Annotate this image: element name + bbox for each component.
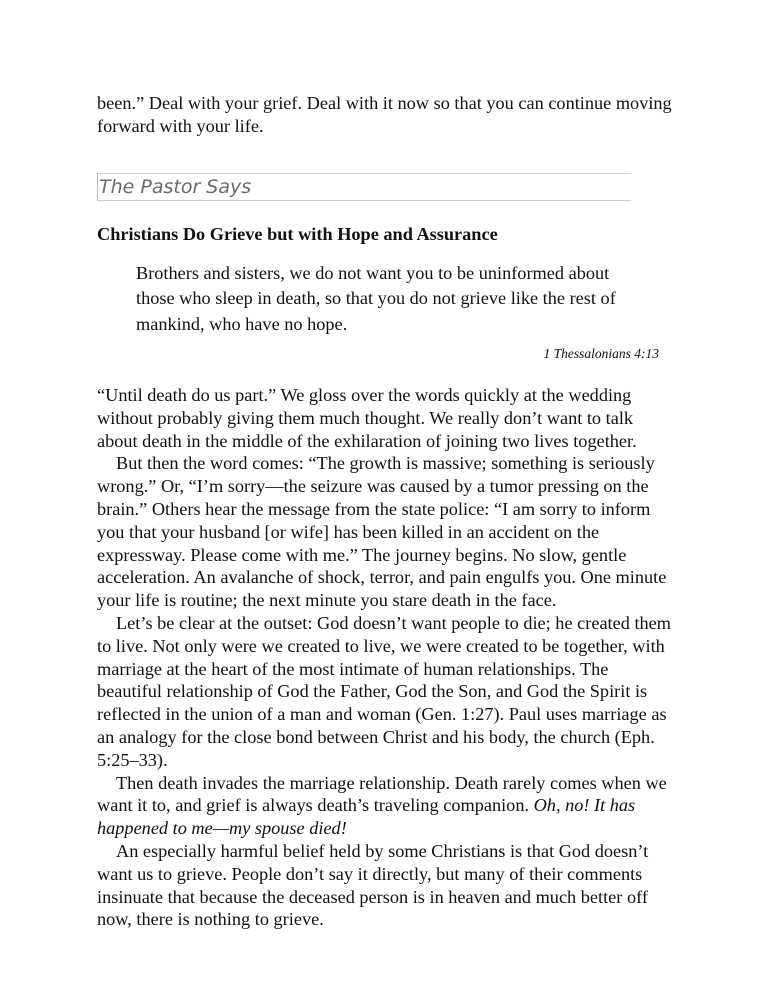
subheading: Christians Do Grieve but with Hope and Assurance	[97, 224, 498, 244]
paragraph-4-text: Then death invades the marriage relationship. Death rarely comes when we want it to, and grief is always death’s traveling companion.	[97, 772, 667, 816]
scripture-citation: 1 Thessalonians 4:13	[543, 346, 659, 361]
scripture-quote: Brothers and sisters, we do not want you to be uninformed about those who sleep in death, so that you do not grieve like the rest of mankind, who have no hope.	[136, 263, 616, 334]
paragraph-4	[97, 772, 677, 840]
paragraph-3: Let’s be clear at the outset: God doesn’t want people to die; he created them to live. Not only were we created to live, we were created to be together, with marriage at the heart of the most intimate of human relationships. The beautiful relationship of God the Father, God the Son, and God the Spirit is reflected in the union of a man and woman (Gen. 1:27). Paul uses marriage as an analogy for the close bond between Christ and his body, the church (Eph. 5:25–33).	[97, 612, 672, 770]
paragraph-1: “Until death do us part.” We gloss over the words quickly at the wedding without probably giving them much thought. We really don’t want to talk about death in the middle of the exhilaration of joining two lives together.	[97, 385, 637, 451]
paragraph-2: But then the word comes: “The growth is massive; something is seriously wrong.” Or, “I’m sorry—the seizure was caused by a tumor pressing on the brain.” Others hear the message from the state police: “I am sorry to inform you that your husband [or wife] has been killed in an accident on the expressway. Please come with me.” The journey begins. No slow, gentle acceleration. An avalanche of shock, terror, and pain engulfs you. One minute your life is routine; the next minute you stare death in the face.	[97, 453, 667, 611]
opening-paragraph: been.” Deal with your grief. Deal with it now so that you can continue moving forward with your life.	[97, 93, 672, 136]
paragraph-4-italic: Oh, no! It has happened to me—my spouse died!	[97, 795, 636, 839]
paragraph-5: An especially harmful belief held by some Christians is that God doesn’t want us to grieve. People don’t say it directly, but many of their comments insinuate that because the deceased person is in heaven and much better off now, there is nothing to grieve.	[97, 840, 649, 930]
section-header-box	[97, 173, 631, 201]
main-text	[97, 384, 677, 931]
section-label: The Pastor Says	[99, 176, 252, 198]
